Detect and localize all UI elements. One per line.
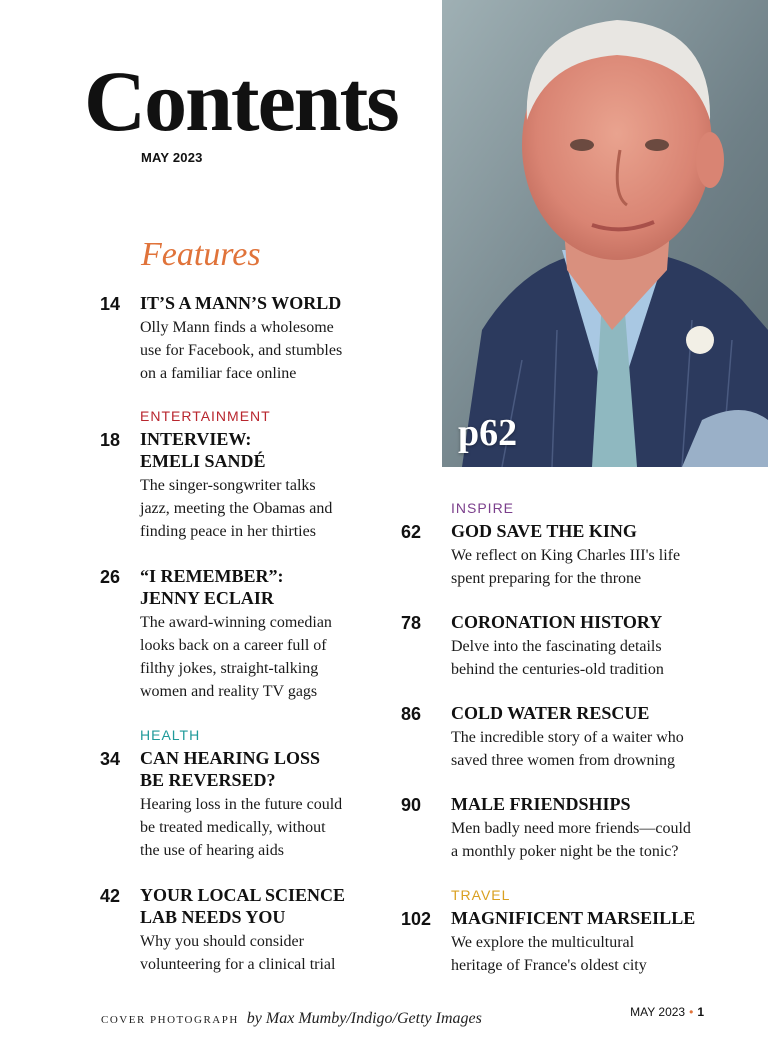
entry-title: MAGNIFICENT MARSEILLE xyxy=(451,908,696,928)
entry-page-number: 102 xyxy=(401,909,432,929)
entry-description: The award-winning comedian looks back on a career full of filthy jokes, straight-talking women and reality TV gags xyxy=(140,614,332,700)
entry-title: CAN HEARING LOSS BE REVERSED? xyxy=(140,748,321,790)
contents-entry-86[interactable] xyxy=(401,702,741,772)
portrait-illustration xyxy=(442,0,768,467)
entry-description: Hearing loss in the future could be treated medically, without the use of hearing aids xyxy=(140,796,343,859)
photo-credit-text: by Max Mumby/Indigo/Getty Images xyxy=(246,1010,482,1027)
entry-description: Men badly need more friends—could a monthly poker night be the tonic? xyxy=(451,820,691,860)
entry-title: COLD WATER RESCUE xyxy=(451,703,650,723)
entry-page-number: 34 xyxy=(100,749,121,769)
section-heading-features: Features xyxy=(141,236,261,273)
entry-page-number: 18 xyxy=(100,430,121,450)
contents-entry-62[interactable] xyxy=(401,500,741,590)
page-folio xyxy=(630,1005,704,1019)
entry-category: HEALTH xyxy=(140,727,201,743)
contents-entry-26[interactable] xyxy=(100,565,390,703)
entry-description: We explore the multicultural heritage of France's oldest city xyxy=(451,934,647,974)
entry-category: ENTERTAINMENT xyxy=(140,408,271,424)
entry-description: Why you should consider volunteering for a clinical trial xyxy=(140,933,336,973)
entry-description: Delve into the fascinating details behind the centuries-old tradition xyxy=(451,638,664,678)
entry-title: INTERVIEW: EMELI SANDÉ xyxy=(140,429,266,471)
entry-category: INSPIRE xyxy=(451,500,515,516)
entry-title: YOUR LOCAL SCIENCE LAB NEEDS YOU xyxy=(140,885,346,927)
entry-page-number: 86 xyxy=(401,704,422,724)
contents-entry-78[interactable] xyxy=(401,611,741,681)
photo-page-label: p62 xyxy=(458,412,518,454)
entry-title: “I REMEMBER”: JENNY ECLAIR xyxy=(140,566,284,608)
contents-entry-42[interactable] xyxy=(100,884,390,976)
entry-page-number: 90 xyxy=(401,795,422,815)
entry-page-number: 62 xyxy=(401,522,422,542)
photo-credit-label: COVER PHOTOGRAPH xyxy=(101,1014,239,1026)
issue-date: MAY 2023 xyxy=(141,150,203,165)
entry-page-number: 78 xyxy=(401,613,422,633)
entry-description: The incredible story of a waiter who saved three women from drowning xyxy=(451,729,684,769)
contents-entry-18[interactable] xyxy=(100,408,390,543)
entry-title: MALE FRIENDSHIPS xyxy=(451,794,631,814)
entry-page-number: 26 xyxy=(100,567,121,587)
contents-entry-34[interactable] xyxy=(100,727,390,862)
entry-page-number: 42 xyxy=(100,886,121,906)
contents-entry-14[interactable] xyxy=(100,292,390,385)
cover-photo xyxy=(442,0,768,467)
page-title: Contents xyxy=(84,53,398,149)
entry-description: We reflect on King Charles III's life spent preparing for the throne xyxy=(451,547,681,587)
folio-separator-dot: • xyxy=(689,1005,694,1019)
entry-description: The singer-songwriter talks jazz, meeting the Obamas and finding peace in her thirties xyxy=(140,477,333,540)
entry-title: CORONATION HISTORY xyxy=(451,612,663,632)
entry-title: GOD SAVE THE KING xyxy=(451,521,637,541)
entry-category: TRAVEL xyxy=(451,887,511,903)
entry-page-number: 14 xyxy=(100,294,121,314)
folio-date: MAY 2023 xyxy=(630,1005,686,1019)
entry-title: IT’S A MANN’S WORLD xyxy=(140,293,342,313)
entry-description: Olly Mann finds a wholesome use for Facebook, and stumbles on a familiar face online xyxy=(140,319,343,382)
contents-entry-90[interactable] xyxy=(401,793,741,863)
photo-credit xyxy=(101,1010,482,1028)
folio-page-number: 1 xyxy=(697,1005,704,1019)
contents-entry-102[interactable] xyxy=(401,887,741,977)
